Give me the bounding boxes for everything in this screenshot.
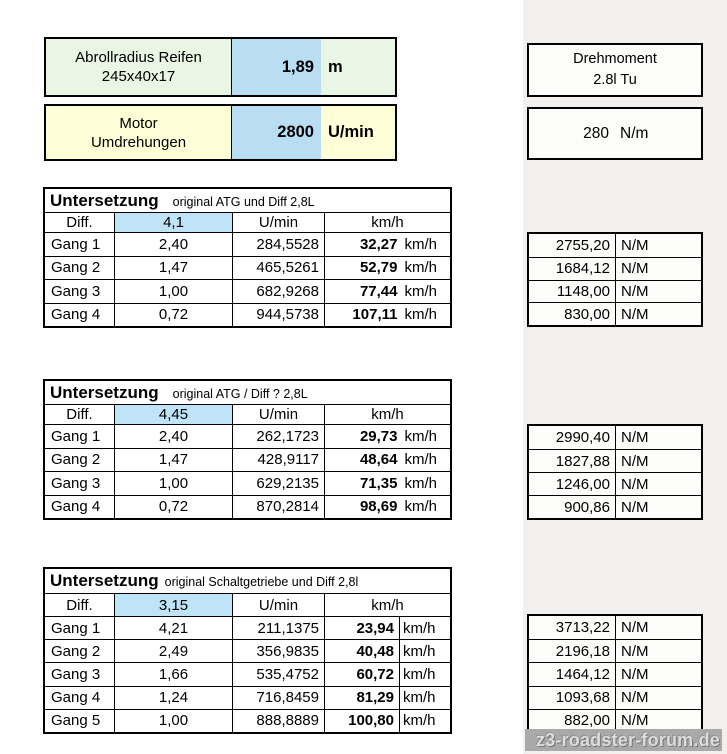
- kmh-unit: km/h: [404, 427, 437, 445]
- kmh-unit: km/h: [404, 235, 437, 253]
- tire-radius-unit: m: [321, 39, 395, 95]
- table1-diff-label: Diff.: [66, 214, 93, 231]
- umin-value: 716,8459: [232, 687, 324, 709]
- kmh-cell: [324, 496, 450, 519]
- umin-value: 356,9835: [232, 640, 324, 662]
- torque-value: 882,00: [564, 712, 610, 730]
- table-row: [45, 448, 450, 472]
- torque-value: 1148,00: [556, 282, 610, 300]
- gang-label: Gang 4: [51, 498, 101, 516]
- torque-value-box: [527, 107, 703, 160]
- gang-label: Gang 1: [51, 619, 101, 637]
- gang-label: Gang 3: [51, 474, 101, 492]
- gear-ratio: 0,72: [114, 496, 232, 519]
- umin-value: 284,5528: [232, 233, 324, 256]
- kmh-cell: [324, 472, 450, 495]
- gear-ratio: 1,66: [114, 663, 232, 685]
- kmh-unit: km/h: [404, 282, 437, 300]
- watermark: z3-roadster-forum.de: [525, 729, 722, 751]
- kmh-unit: km/h: [404, 306, 437, 324]
- tire-radius-label-line2: 245x40x17: [101, 68, 176, 85]
- table-row: [45, 495, 450, 519]
- torque-value: 830,00: [564, 305, 610, 323]
- torque-value: 3713,22: [555, 619, 610, 637]
- torque-value: 1684,12: [555, 260, 610, 278]
- umin-value: 629,2135: [232, 472, 324, 495]
- gang-label: Gang 3: [51, 282, 101, 300]
- table1-title: Untersetzung: [50, 191, 159, 210]
- torque-row: [529, 426, 701, 449]
- torque-value: 280: [583, 124, 609, 142]
- table2-diff-value-cell[interactable]: 4,45: [114, 405, 232, 424]
- engine-rpm-unit: U/min: [321, 106, 395, 159]
- table-row: [45, 471, 450, 495]
- torque-value: 1093,68: [555, 689, 610, 707]
- table-row: [45, 279, 450, 303]
- table-schaltgetriebe-diff-315: [43, 567, 452, 734]
- engine-rpm-label-line1: Motor: [119, 114, 158, 132]
- torque-table-1: [527, 232, 703, 327]
- torque-value: 1464,12: [555, 665, 610, 683]
- umin-value: 888,8889: [232, 710, 324, 732]
- umin-value: 535,4752: [232, 663, 324, 685]
- table2-header-row: [45, 404, 450, 424]
- gang-label: Gang 3: [51, 665, 101, 683]
- table-row: [45, 662, 450, 685]
- kmh-cell: [324, 449, 450, 472]
- torque-row: [529, 280, 701, 303]
- table2-title: Untersetzung: [50, 383, 159, 402]
- gang-label: Gang 2: [51, 642, 101, 660]
- table-row: [45, 303, 450, 327]
- torque-unit: N/M: [615, 710, 701, 732]
- gang-label: Gang 2: [51, 259, 101, 277]
- table3-title-row: [45, 569, 450, 593]
- torque-unit: N/M: [615, 450, 701, 472]
- torque-value: 2755,20: [555, 236, 610, 254]
- torque-value: 1827,88: [555, 452, 610, 470]
- torque-unit: N/M: [615, 687, 701, 709]
- gang-label: Gang 4: [51, 306, 101, 324]
- kmh-value: 29,73: [359, 427, 398, 445]
- gear-ratio: 1,00: [114, 710, 232, 732]
- torque-label-line1: Drehmoment: [573, 51, 657, 67]
- table3-diff-label: Diff.: [66, 596, 93, 614]
- torque-unit: N/M: [615, 426, 701, 449]
- table1-diff-value-cell[interactable]: 4,1: [114, 213, 232, 232]
- table2-subtitle: original ATG / Diff ? 2,8L: [172, 387, 308, 401]
- gear-ratio: 1,47: [114, 257, 232, 280]
- gear-ratio: 1,24: [114, 687, 232, 709]
- table-atg-diff-41: [43, 187, 452, 328]
- kmh-unit: km/h: [399, 617, 450, 639]
- torque-unit: N/M: [615, 258, 701, 280]
- torque-row: [529, 686, 701, 709]
- tire-radius-label-line1: Abrollradius Reifen: [75, 49, 202, 66]
- kmh-value: 40,48: [324, 640, 399, 662]
- kmh-unit: km/h: [404, 259, 437, 277]
- kmh-unit: km/h: [399, 710, 450, 732]
- torque-value: 1246,00: [555, 475, 610, 493]
- kmh-value: 71,35: [359, 474, 398, 492]
- table2-diff-label: Diff.: [66, 406, 93, 423]
- table-row: [45, 616, 450, 639]
- engine-rpm-box: [44, 104, 397, 161]
- tire-radius-value-cell[interactable]: 1,89: [232, 39, 321, 95]
- torque-unit: N/M: [615, 663, 701, 685]
- engine-rpm-label: [46, 106, 232, 159]
- engine-rpm-value-cell[interactable]: 2800: [232, 106, 321, 159]
- table1-subtitle: original ATG und Diff 2,8L: [172, 195, 315, 209]
- gang-label: Gang 1: [51, 235, 101, 253]
- gang-label: Gang 4: [51, 689, 101, 707]
- kmh-unit: km/h: [399, 640, 450, 662]
- torque-row: [529, 302, 701, 325]
- torque-value: 900,86: [564, 498, 610, 516]
- engine-rpm-label-line2: Umdrehungen: [90, 133, 187, 151]
- table-row: [45, 639, 450, 662]
- kmh-value: 32,27: [359, 235, 398, 253]
- kmh-unit: km/h: [404, 498, 437, 516]
- tire-radius-label: [46, 39, 232, 95]
- kmh-value: 107,11: [352, 306, 398, 324]
- gear-ratio: 4,21: [114, 617, 232, 639]
- table3-diff-value-cell[interactable]: 3,15: [114, 594, 232, 616]
- umin-value: 465,5261: [232, 257, 324, 280]
- umin-value: 211,1375: [232, 617, 324, 639]
- gear-ratio: 2,40: [114, 233, 232, 256]
- kmh-cell: [324, 304, 450, 327]
- torque-row: [529, 449, 701, 472]
- gang-label: Gang 5: [51, 712, 101, 730]
- kmh-cell: [324, 425, 450, 448]
- tire-radius-box: [44, 37, 397, 97]
- torque-table-3: [527, 614, 703, 734]
- kmh-cell: [324, 280, 450, 303]
- kmh-value: 81,29: [324, 687, 399, 709]
- table3-col-kmh: km/h: [324, 594, 450, 616]
- kmh-value: 98,69: [359, 498, 398, 516]
- torque-unit: N/M: [615, 616, 701, 639]
- table-row: [45, 256, 450, 280]
- kmh-unit: km/h: [404, 451, 437, 469]
- kmh-cell: [324, 257, 450, 280]
- table2-title-row: [45, 381, 450, 404]
- torque-row: [529, 472, 701, 495]
- torque-unit: N/M: [615, 496, 701, 518]
- table-row: [45, 232, 450, 256]
- kmh-value: 48,64: [359, 451, 398, 469]
- table3-col-umin: U/min: [232, 594, 324, 616]
- torque-row: [529, 495, 701, 518]
- torque-table-2: [527, 424, 703, 520]
- gear-ratio: 1,00: [114, 280, 232, 303]
- table1-col-umin: U/min: [232, 213, 324, 232]
- gear-ratio: 1,00: [114, 472, 232, 495]
- kmh-value: 23,94: [324, 617, 399, 639]
- table1-header-row: [45, 212, 450, 232]
- torque-label-line2: 2.8l Tu: [593, 72, 637, 88]
- table-row: [45, 424, 450, 448]
- torque-value: 2196,18: [555, 642, 610, 660]
- gear-ratio: 0,72: [114, 304, 232, 327]
- kmh-cell: [324, 233, 450, 256]
- torque-row: [529, 662, 701, 685]
- gear-ratio: 2,49: [114, 640, 232, 662]
- kmh-value: 77,44: [359, 282, 398, 300]
- torque-unit: N/M: [615, 234, 701, 257]
- table3-subtitle: original Schaltgetriebe und Diff 2,8l: [164, 575, 359, 589]
- gang-label: Gang 1: [51, 427, 101, 445]
- torque-row: [529, 257, 701, 280]
- kmh-unit: km/h: [399, 687, 450, 709]
- table-row: [45, 686, 450, 709]
- kmh-unit: km/h: [399, 663, 450, 685]
- table3-title: Untersetzung: [50, 571, 159, 590]
- torque-unit: N/m: [620, 124, 649, 142]
- torque-unit: N/M: [615, 281, 701, 303]
- table2-col-umin: U/min: [232, 405, 324, 424]
- gang-label: Gang 2: [51, 451, 101, 469]
- gear-ratio: 1,47: [114, 449, 232, 472]
- gear-ratio: 2,40: [114, 425, 232, 448]
- table3-header-row: [45, 593, 450, 616]
- umin-value: 262,1723: [232, 425, 324, 448]
- torque-unit: N/M: [615, 303, 701, 325]
- torque-value: 2990,40: [555, 429, 610, 446]
- umin-value: 870,2814: [232, 496, 324, 519]
- kmh-unit: km/h: [404, 474, 437, 492]
- torque-row: [529, 234, 701, 257]
- umin-value: 682,9268: [232, 280, 324, 303]
- table1-title-row: [45, 189, 450, 212]
- torque-label-box: [527, 43, 703, 97]
- torque-unit: N/M: [615, 640, 701, 662]
- torque-unit: N/M: [615, 473, 701, 495]
- table-atg-diff-445: [43, 379, 452, 520]
- table2-col-kmh: km/h: [324, 405, 450, 424]
- torque-row: [529, 639, 701, 662]
- kmh-value: 52,79: [359, 259, 398, 277]
- kmh-value: 60,72: [324, 663, 399, 685]
- kmh-value: 100,80: [324, 710, 399, 732]
- table1-col-kmh: km/h: [324, 213, 450, 232]
- umin-value: 944,5738: [232, 304, 324, 327]
- torque-row: [529, 616, 701, 639]
- umin-value: 428,9117: [232, 449, 324, 472]
- table-row: [45, 709, 450, 732]
